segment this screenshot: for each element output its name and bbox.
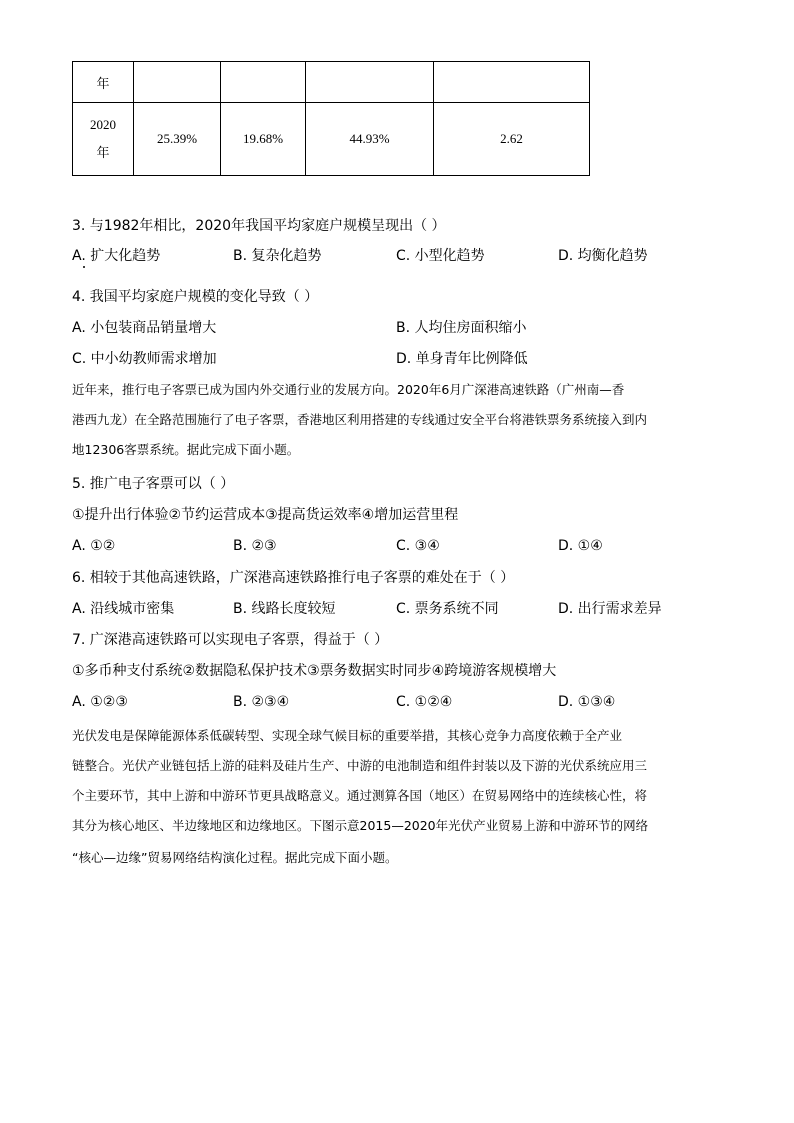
q3-option-c[interactable]: C. 小型化趋势 — [396, 248, 485, 264]
row-label: 年 — [73, 62, 134, 103]
passage-2-line: 光伏发电是保障能源体系低碳转型、实现全球气候目标的重要举措，其核心竞争力高度依赖于全产业 — [72, 728, 623, 743]
table-cell — [306, 62, 434, 103]
table-cell: 19.68% — [221, 103, 306, 176]
question-3-stem: 3. 与1982年相比，2020年我国平均家庭户规模呈现出（ ） — [72, 218, 446, 234]
q4-option-b[interactable]: B. 人均住房面积缩小 — [396, 320, 527, 336]
table-cell — [434, 62, 590, 103]
question-7-statements: ①多币种支付系统②数据隐私保护技术③票务数据实时同步④跨境游客规模增大 — [72, 663, 557, 679]
q6-option-c[interactable]: C. 票务系统不同 — [396, 601, 499, 617]
q3-option-b[interactable]: B. 复杂化趋势 — [233, 248, 322, 264]
table-cell — [221, 62, 306, 103]
row-label — [73, 103, 134, 176]
table-cell: 44.93% — [306, 103, 434, 176]
question-4-stem: 4. 我国平均家庭户规模的变化导致（ ） — [72, 289, 319, 305]
q4-option-c[interactable]: C. 中小幼教师需求增加 — [72, 351, 217, 367]
q3-option-d[interactable]: D. 均衡化趋势 — [558, 248, 648, 264]
table-row — [73, 103, 590, 176]
q7-option-c[interactable]: C. ①②④ — [396, 694, 453, 710]
statistics-table — [72, 61, 590, 176]
table-cell: 2.62 — [434, 103, 590, 176]
q4-option-a[interactable]: A. 小包装商品销量增大 — [72, 320, 217, 336]
passage-1-line: 近年来，推行电子客票已成为国内外交通行业的发展方向。2020年6月广深港高速铁路（广州南—香 — [72, 382, 625, 397]
passage-2-line: 其分为核心地区、半边缘地区和边缘地区。下图示意2015—2020年光伏产业贸易上游和中游环节的网络 — [72, 818, 649, 833]
q4-option-d[interactable]: D. 单身青年比例降低 — [396, 351, 528, 367]
q6-option-d[interactable]: D. 出行需求差异 — [558, 601, 662, 617]
question-7-stem: 7. 广深港高速铁路可以实现电子客票，得益于（ ） — [72, 632, 389, 648]
row-label-unit: 年 — [96, 145, 110, 160]
table-row — [73, 62, 590, 103]
passage-2-line: 链整合。光伏产业链包括上游的硅料及硅片生产、中游的电池制造和组件封装以及下游的光伏系统应用三 — [72, 758, 648, 773]
q7-option-a[interactable]: A. ①②③ — [72, 694, 128, 710]
q5-option-a[interactable]: A. ①② — [72, 538, 116, 554]
table-cell: 25.39% — [134, 103, 221, 176]
q3-option-a[interactable]: A. 扩大化趋势 — [72, 248, 161, 264]
row-label-year: 2020 — [90, 117, 116, 132]
passage-2-line: “核心—边缘”贸易网络结构演化过程。据此完成下面小题。 — [72, 850, 398, 865]
q5-option-b[interactable]: B. ②③ — [233, 538, 277, 554]
stray-dot — [83, 266, 85, 268]
question-5-statements: ①提升出行体验②节约运营成本③提高货运效率④增加运营里程 — [72, 507, 459, 523]
passage-1-line: 地12306客票系统。据此完成下面小题。 — [72, 442, 300, 457]
passage-2-line: 个主要环节，其中上游和中游环节更具战略意义。通过测算各国（地区）在贸易网络中的连续核心性，将 — [72, 788, 648, 803]
q7-option-b[interactable]: B. ②③④ — [233, 694, 290, 710]
q6-option-b[interactable]: B. 线路长度较短 — [233, 601, 336, 617]
q6-option-a[interactable]: A. 沿线城市密集 — [72, 601, 175, 617]
question-5-stem: 5. 推广电子客票可以（ ） — [72, 476, 235, 492]
q7-option-d[interactable]: D. ①③④ — [558, 694, 616, 710]
q5-option-d[interactable]: D. ①④ — [558, 538, 603, 554]
passage-1-line: 港西九龙）在全路范围施行了电子客票，香港地区利用搭建的专线通过安全平台将港铁票务系统接入到内 — [72, 412, 648, 427]
q5-option-c[interactable]: C. ③④ — [396, 538, 440, 554]
table-cell — [134, 62, 221, 103]
question-6-stem: 6. 相较于其他高速铁路，广深港高速铁路推行电子客票的难处在于（ ） — [72, 570, 515, 586]
